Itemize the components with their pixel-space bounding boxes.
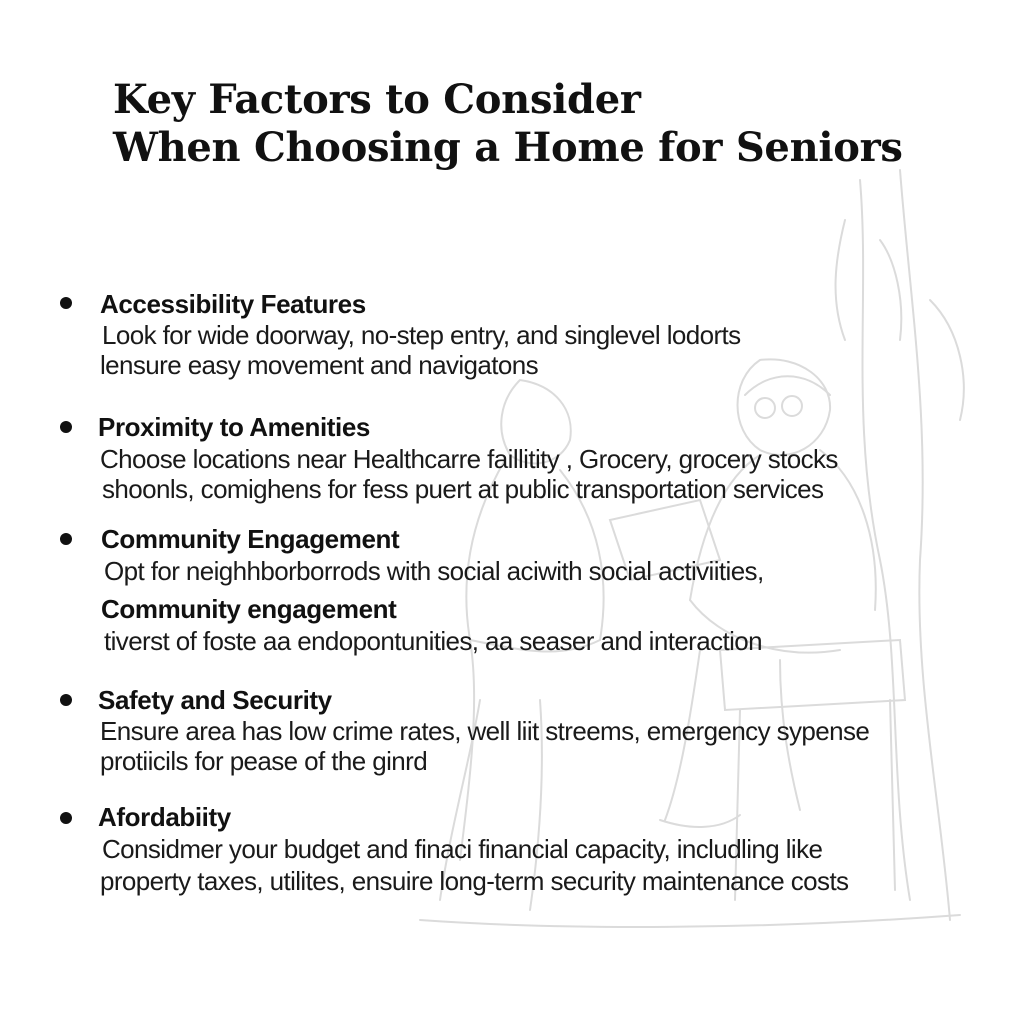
bullet-icon — [60, 421, 72, 433]
page-title — [113, 76, 903, 172]
bullet-icon — [60, 297, 72, 309]
title-line-1: Key Factors to Consider — [113, 76, 641, 123]
title-line-2: When Choosing a Home for Seniors — [113, 124, 903, 171]
item-heading: Proximity to Amenities — [98, 412, 370, 442]
item-description-line: Considmer your budget and finaci financial capacity, includling like — [102, 834, 823, 864]
item-description-line: Ensure area has low crime rates, well liit streems, emergency sypense — [100, 716, 870, 746]
item-heading: Community Engagement — [101, 524, 400, 554]
item-description-line: Look for wide doorway, no-step entry, and singlevel lodorts — [102, 320, 741, 350]
item-description-line: Choose locations near Healthcarre faillitity , Grocery, grocery stocks — [100, 444, 838, 474]
bullet-icon — [60, 694, 72, 706]
item-heading: Accessibility Features — [100, 289, 366, 319]
item-description-line: shoonls, comighens for fess puert at public transportation services — [102, 474, 824, 504]
item-description-line: property taxes, utilites, ensuire long-term security maintenance costs — [100, 866, 849, 896]
item-description-line: protiicils for pease of the ginrd — [100, 746, 428, 776]
item-description-line: Opt for neighhborborrods with social aciwith social activiities, — [104, 556, 764, 586]
item-subheading: Community engagement — [101, 594, 397, 624]
item-heading: Afordabiity — [98, 802, 231, 832]
bullet-icon — [60, 533, 72, 545]
item-description-line: tiverst of foste aa endopontunities, aa seaser and interaction — [104, 626, 763, 656]
bullet-icon — [60, 812, 72, 824]
item-description-line: lensure easy movement and navigatons — [100, 350, 539, 380]
item-heading: Safety and Security — [98, 685, 332, 715]
